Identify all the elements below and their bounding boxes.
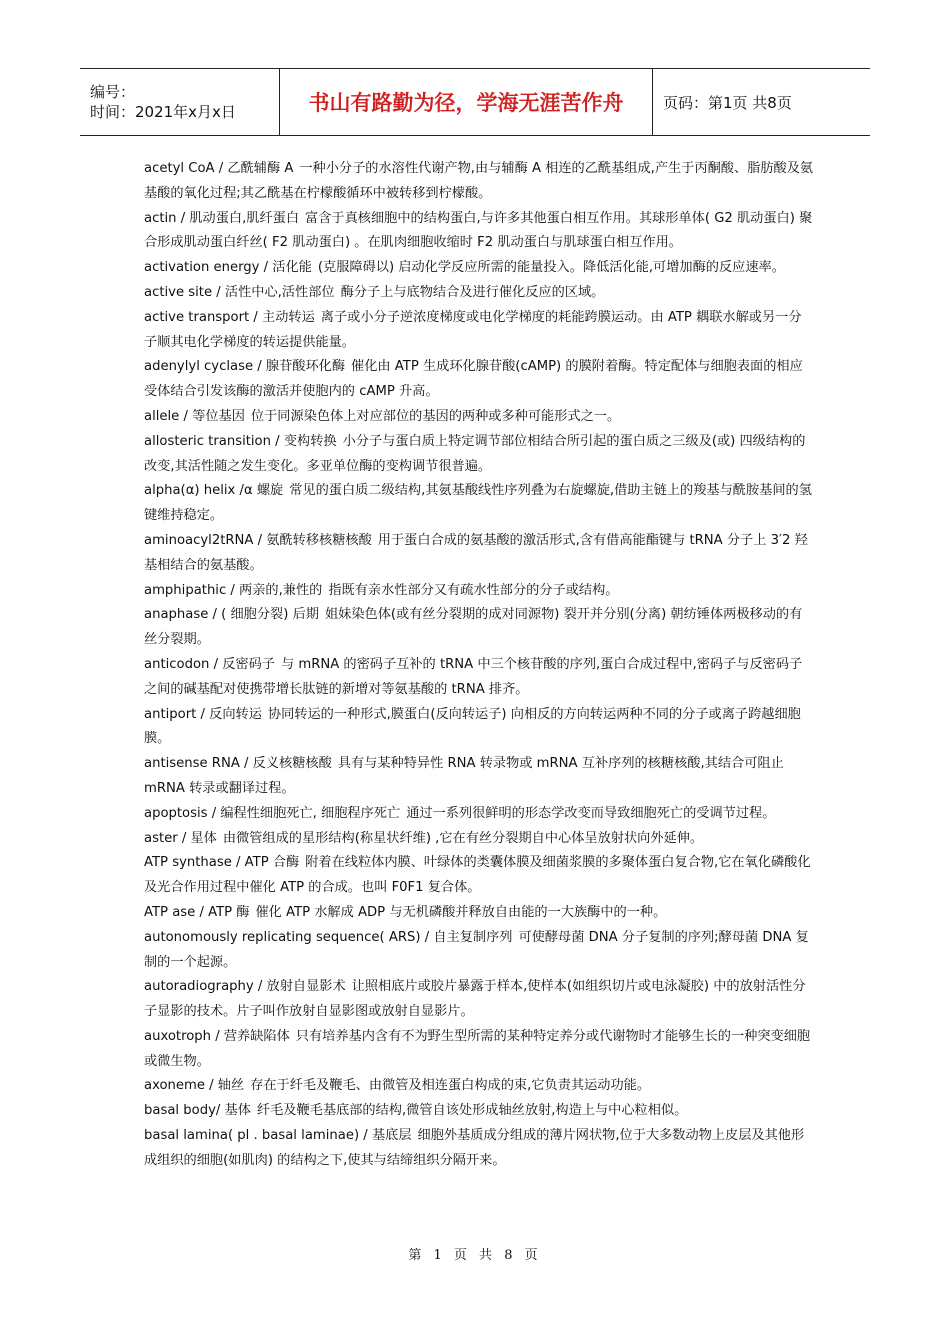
glossary-entry — [144, 703, 814, 753]
header-page-number: 页码：第1页 共8页 — [663, 93, 792, 112]
glossary-entry — [144, 1124, 814, 1174]
glossary-term: anticodon / 反密码子 — [144, 656, 275, 672]
document-time-label: 时间：2021年x月x日 — [90, 103, 236, 121]
glossary-entry — [144, 405, 814, 430]
glossary-definition: 用于蛋白合成的氨基酸的激活形式,含有借高能酯键与 tRNA 分子上 3′2 羟基相结合的氨基酸。 — [144, 532, 808, 573]
glossary-definition: (克服障碍以) 启动化学反应所需的能量投入。降低活化能,可增加酶的反应速率。 — [317, 260, 785, 276]
glossary-term: ATP ase / ATP 酶 — [144, 904, 250, 920]
glossary-entry — [144, 1074, 814, 1099]
glossary-term: basal body/ 基体 — [144, 1103, 251, 1119]
glossary-entry — [144, 306, 814, 356]
glossary-entry — [144, 355, 814, 405]
glossary-term: axoneme / 轴丝 — [144, 1078, 245, 1094]
glossary-definition: 细胞外基质成分组成的薄片网状物,位于大多数动物上皮层及其他形成组织的细胞(如肌肉) 的结构之下,使其与结缔组织分隔开来。 — [144, 1128, 805, 1168]
glossary-entry — [144, 529, 814, 579]
glossary-entry — [144, 901, 814, 926]
glossary-entry — [144, 752, 814, 802]
glossary-definition: 只有培养基内含有不为野生型所需的某种特定养分或代谢物时才能够生长的一种突变细胞或微生物。 — [144, 1028, 811, 1069]
glossary-entry — [144, 1025, 814, 1075]
glossary-definition: 位于同源染色体上对应部位的基因的两种或多种可能形式之一。 — [250, 408, 621, 424]
glossary-definition: 离子或小分子逆浓度梯度或电化学梯度的耗能跨膜运动。由 ATP 耦联水解或另一分子顺其电化学梯度的转运提供能量。 — [144, 309, 802, 350]
glossary-term: amphipathic / 两亲的,兼性的 — [144, 582, 323, 598]
glossary-term: actin / 肌动蛋白,肌纤蛋白 — [144, 210, 300, 226]
glossary-term: antiport / 反向转运 — [144, 706, 262, 722]
glossary-term: anaphase / ( 细胞分裂) 后期 — [144, 607, 319, 623]
glossary-definition: 小分子与蛋白质上特定调节部位相结合所引起的蛋白质之三级及(或) 四级结构的改变,其活性随之发生变化。多亚单位酶的变构调节很普遍。 — [144, 433, 806, 474]
glossary-term: antisense RNA / 反义核糖核酸 — [144, 756, 332, 772]
glossary-definition: 姐妹染色体(或有丝分裂期的成对同源物) 裂开并分别(分离) 朝纺锤体两极移动的有丝分裂期。 — [144, 607, 803, 648]
glossary-term: autoradiography / 放射自显影术 — [144, 979, 346, 995]
glossary-definition: 催化由 ATP 生成环化腺苷酸(cAMP) 的膜附着酶。特定配体与细胞表面的相应受体结合引发该酶的激活并使胞内的 cAMP 升高。 — [144, 359, 803, 400]
glossary-entry — [144, 479, 814, 529]
glossary-definition: 指既有亲水性部分又有疏水性部分的分子或结构。 — [328, 582, 619, 598]
glossary-definition: 可使酵母菌 DNA 分子复制的序列;酵母菌 DNA 复制的一个起源。 — [144, 929, 809, 970]
glossary-entry — [144, 926, 814, 976]
glossary-definition: 让照相底片或胶片暴露于样本,使样本(如组织切片或电泳凝胶) 中的放射活性分子显影的技术。片子叫作放射自显影图或放射自显影片。 — [144, 979, 806, 1020]
glossary-term: active site / 活性中心,活性部位 — [144, 284, 335, 300]
glossary-term: adenylyl cyclase / 腺苷酸环化酶 — [144, 359, 346, 375]
page-header — [80, 68, 870, 136]
glossary-definition: 一种小分子的水溶性代谢产物,由与辅酶 A 相连的乙酰基组成,产生于丙酮酸、脂肪酸及氨基酸的氧化过程;其乙酰基在柠檬酸循环中被转移到柠檬酸。 — [144, 161, 814, 201]
glossary-term: allosteric transition / 变构转换 — [144, 433, 337, 449]
glossary-term: apoptosis / 编程性细胞死亡, 细胞程序死亡 — [144, 805, 401, 821]
glossary-definition: 通过一系列很鲜明的形态学改变而导致细胞死亡的受调节过程。 — [406, 805, 776, 821]
glossary-entry — [144, 802, 814, 827]
glossary-term: auxotroph / 营养缺陷体 — [144, 1028, 290, 1044]
glossary-definition: 酶分子上与底物结合及进行催化反应的区域。 — [340, 284, 605, 300]
glossary-term: autonomously replicating sequence( ARS) / 自主复制序列 — [144, 929, 513, 945]
glossary-entry — [144, 827, 814, 852]
glossary-entry — [144, 256, 814, 281]
header-motto: 书山有路勤为径，学海无涯苦作舟 — [280, 69, 653, 135]
glossary-definition: 富含于真核细胞中的结构蛋白,与许多其他蛋白相互作用。其球形单体( G2 肌动蛋白) 聚合形成肌动蛋白纤丝( F2 肌动蛋白) 。在肌肉细胞收缩时 F2 肌动蛋白与肌球蛋白相互作用。 — [144, 210, 813, 251]
glossary-definition: 与 mRNA 的密码子互补的 tRNA 中三个核苷酸的序列,蛋白合成过程中,密码子与反密码子之间的碱基配对使携带增长肽链的新增对等氨基酸的 tRNA 排齐。 — [144, 656, 803, 697]
glossary-definition: 常见的蛋白质二级结构,其氨基酸线性序列叠为右旋螺旋,借助主链上的羧基与酰胺基间的氢键维持稳定。 — [144, 483, 812, 524]
glossary-entry — [144, 207, 814, 257]
glossary-definition: 由微管组成的星形结构(称星状纤维) ,它在有丝分裂期自中心体呈放射状向外延伸。 — [222, 830, 704, 846]
glossary-body — [144, 157, 814, 1174]
page-footer: 第 1 页 共 8 页 — [408, 1248, 542, 1263]
header-meta — [80, 69, 280, 135]
glossary-definition: 纤毛及鞭毛基底部的结构,微管自该处形成轴丝放射,构造上与中心粒相似。 — [256, 1103, 688, 1119]
glossary-entry — [144, 653, 814, 703]
glossary-term: active transport / 主动转运 — [144, 309, 315, 325]
glossary-entry — [144, 603, 814, 653]
glossary-entry — [144, 430, 814, 480]
glossary-entry — [144, 157, 814, 207]
glossary-entry — [144, 851, 814, 901]
glossary-entry — [144, 281, 814, 306]
glossary-term: activation energy / 活化能 — [144, 260, 312, 276]
glossary-term: acetyl CoA / 乙酰辅酶 A — [144, 161, 294, 176]
glossary-definition: 附着在线粒体内膜、叶绿体的类囊体膜及细菌浆膜的多聚体蛋白复合物,它在氧化磷酸化及光合作用过程中催化 ATP 的合成。也叫 F0F1 复合体。 — [144, 855, 811, 896]
glossary-term: basal lamina( pl . basal laminae) / 基底层 — [144, 1128, 412, 1144]
glossary-term: aminoacyl2tRNA / 氨酰转移核糖核酸 — [144, 532, 372, 548]
glossary-term: alpha(α) helix /α 螺旋 — [144, 483, 284, 499]
document-number-label: 编号： — [90, 83, 136, 101]
glossary-definition: 存在于纤毛及鞭毛、由微管及相连蛋白构成的束,它负责其运动功能。 — [250, 1078, 651, 1094]
glossary-term: allele / 等位基因 — [144, 408, 245, 424]
glossary-entry — [144, 975, 814, 1025]
glossary-entry — [144, 579, 814, 604]
glossary-definition: 催化 ATP 水解成 ADP 与无机磷酸并释放自由能的一大族酶中的一种。 — [255, 904, 667, 920]
glossary-definition: 具有与某种特异性 RNA 转录物或 mRNA 互补序列的核糖核酸,其结合可阻止 mRNA 转录或翻译过程。 — [144, 756, 784, 796]
glossary-definition: 协同转运的一种形式,膜蛋白(反向转运子) 向相反的方向转运两种不同的分子或离子跨越细胞膜。 — [144, 706, 801, 747]
glossary-term: ATP synthase / ATP 合酶 — [144, 855, 300, 871]
glossary-term: aster / 星体 — [144, 830, 217, 846]
glossary-entry — [144, 1099, 814, 1124]
